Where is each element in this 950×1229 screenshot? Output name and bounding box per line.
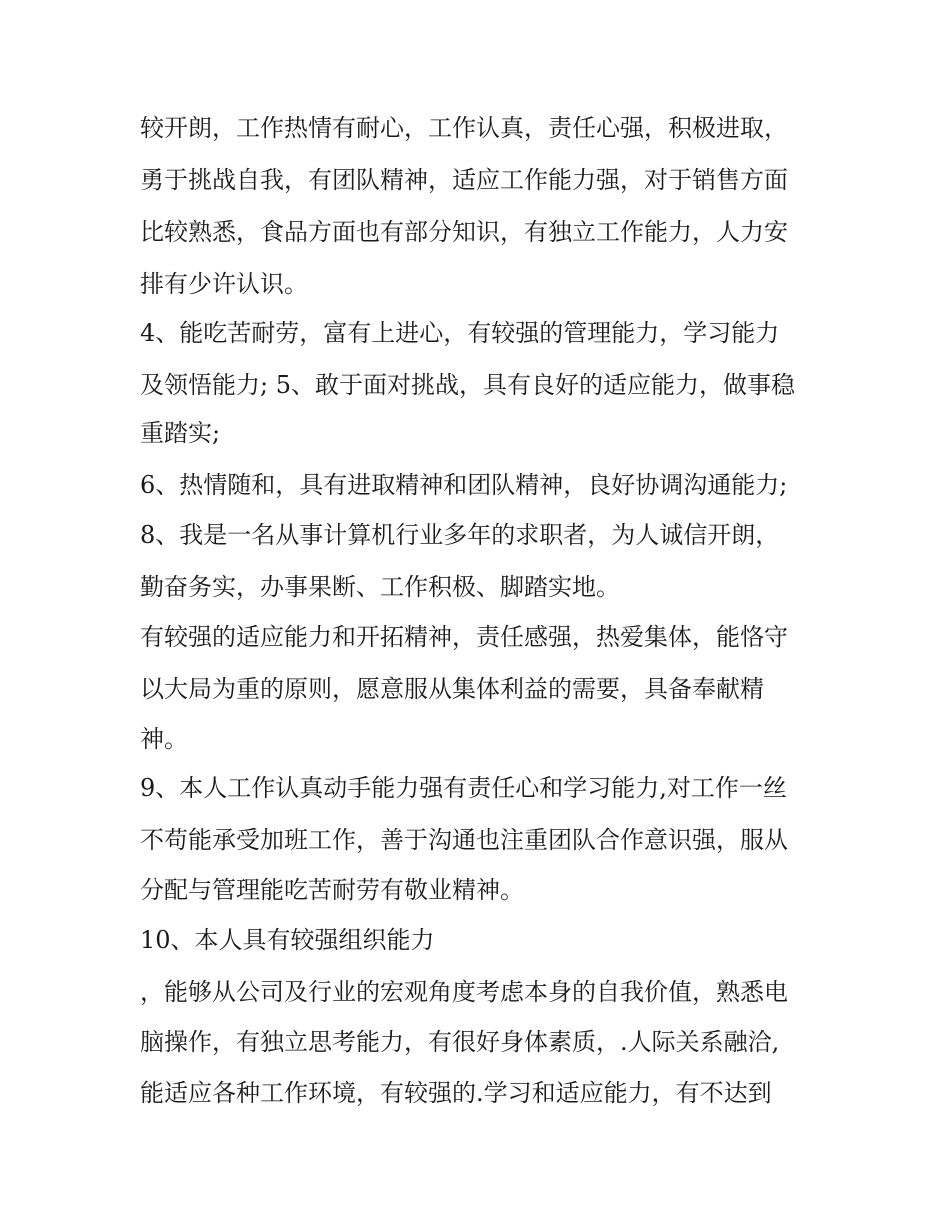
text-line: 及领悟能力; 5、敢于面对挑战，具有良好的适应能力，做事稳 xyxy=(140,371,795,399)
text-line: 有较强的适应能力和开拓精神，责任感强，热爱集体，能恪守 xyxy=(140,623,788,651)
text-line: 能适应各种工作环境，有较强的.学习和适应能力，有不达到 xyxy=(140,1079,772,1107)
text-line: 不苟能承受加班工作，善于沟通也注重团队合作意识强，服从 xyxy=(140,826,788,854)
text-line: 较开朗，工作热情有耐心，工作认真，责任心强，积极进取， xyxy=(140,114,788,142)
text-line: 重踏实; xyxy=(140,419,221,447)
text-line: 10、本人具有较强组织能力 xyxy=(140,926,435,954)
text-line: 8、我是一名从事计算机行业多年的求职者，为人诚信开朗， xyxy=(140,521,780,549)
text-line: 脑操作，有独立思考能力，有很好身体素质，.人际关系融洽, xyxy=(140,1028,780,1056)
text-line: 6、热情随和，具有进取精神和团队精神，良好协调沟通能力; xyxy=(140,471,788,499)
text-line: 排有少许认识。 xyxy=(140,270,308,298)
text-line: 勇于挑战自我，有团队精神，适应工作能力强，对于销售方面 xyxy=(140,166,788,194)
text-line: ，能够从公司及行业的宏观角度考虑本身的自我价值，熟悉电 xyxy=(140,978,788,1006)
text-line: 9、本人工作认真动手能力强有责任心和学习能力,对工作一丝 xyxy=(140,774,787,802)
text-line: 比较熟悉，食品方面也有部分知识，有独立工作能力，人力安 xyxy=(140,218,788,246)
text-line: 勤奋务实，办事果断、工作积极、脚踏实地。 xyxy=(140,573,620,601)
text-line: 4、能吃苦耐劳，富有上进心，有较强的管理能力，学习能力 xyxy=(140,319,780,347)
text-line: 神。 xyxy=(140,725,188,753)
text-line: 以大局为重的原则，愿意服从集体利益的需要，具备奉献精 xyxy=(140,675,764,703)
text-line: 分配与管理能吃苦耐劳有敬业精神。 xyxy=(140,876,524,904)
